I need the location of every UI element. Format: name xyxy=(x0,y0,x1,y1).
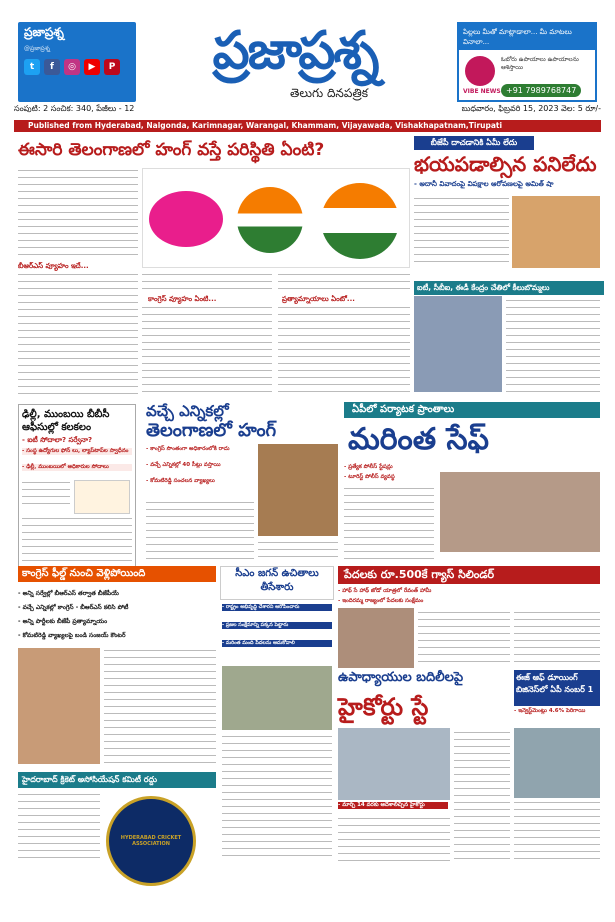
congress-b3: - అన్ని పార్టీలకు బీజేపీ ప్రత్యామ్నాయం xyxy=(18,618,108,625)
ktr-photo xyxy=(414,296,502,392)
youtube-icon[interactable]: ▶ xyxy=(84,59,100,75)
amit-shah-photo xyxy=(512,196,600,268)
ap-headline[interactable]: మరింత సేఫ్ xyxy=(348,422,489,457)
gas-b2: - ఇందిరమ్మ రాజ్యంలో పేదలకు సంక్షేమం xyxy=(338,598,424,604)
cm-headline[interactable]: సీఎం జగన్ ఉచితాలు తీసేశారు xyxy=(220,566,334,600)
komatireddy-photo xyxy=(258,444,338,536)
ad-phone[interactable]: +91 7989768747 xyxy=(501,84,581,97)
pinterest-icon[interactable]: P xyxy=(104,59,120,75)
lead-subhead: బీఆర్ఎస్ వ్యూహం ఇదే... xyxy=(18,262,89,270)
masthead-title: ప్రజాప్రశ్న xyxy=(212,20,378,81)
lead-text-6 xyxy=(278,305,410,397)
vibe-logo-icon xyxy=(465,56,495,86)
police-photo xyxy=(440,472,600,552)
social-icons xyxy=(18,53,136,81)
lead-subhead-2: కాంగ్రెస్ వ్యూహం ఏంటి... xyxy=(148,295,217,303)
gas-b1: - హాథ్ సే హాథ్ జోడో యాత్రలో రేవంత్ హామీ xyxy=(338,588,432,594)
ease-text xyxy=(514,800,600,862)
issue-left: సంపుటి: 2 సంచిక: 340, పేజీలు - 12 xyxy=(14,104,135,113)
revanth-photo xyxy=(338,608,414,668)
header-ad[interactable] xyxy=(457,22,597,102)
bjp-tag: బీజేపీ దాచడానికి ఏమీ లేదు xyxy=(414,136,534,150)
bjp-headline[interactable]: భయపడాల్సిన పనిలేదు xyxy=(414,152,597,176)
cricket-headline[interactable]: హైదరాబాద్ క్రికెట్ అసోసియేషన్ కమిటీ రద్దు xyxy=(18,772,216,788)
mini-logo-text: ప్రజాప్రశ్న xyxy=(24,25,64,39)
delhi-text-1 xyxy=(22,480,70,510)
lead-subhead-3: ప్రత్యామ్నాయాలు ఏంటో... xyxy=(282,295,355,303)
mini-logo-box xyxy=(18,22,136,102)
lead-text-1 xyxy=(18,168,138,258)
ease-b1: - ఇన్వెస్ట్‌మెంట్లు 4.6% పెరిగాయి xyxy=(514,708,586,714)
issue-bar xyxy=(14,104,601,118)
lead-text-3 xyxy=(142,272,272,292)
hung-headline[interactable]: తెలంగాణలో హంగ్ xyxy=(146,420,277,441)
congress-headline[interactable]: కాంగ్రెస్ ఫీల్డ్ నుంచి వెళ్లిపోయింది xyxy=(18,566,216,582)
ad-brand: VIBE NEWS xyxy=(463,88,501,95)
cm-text xyxy=(222,734,332,862)
court-headline[interactable]: హైకోర్టు స్టే xyxy=(338,693,429,721)
lead-headline[interactable]: ఈసారి తెలంగాణలో హంగ్ వస్తే పరిస్థితి ఏంటి? xyxy=(18,140,325,160)
car-symbol-icon xyxy=(149,191,223,247)
court-text-1 xyxy=(338,816,450,862)
hung-b2: - వచ్చే ఎన్నికల్లో 40 సీట్లు వస్తాయి xyxy=(146,462,221,468)
cm-b2: - ప్రజల సంక్షేమాన్ని పక్కన పెట్టారు xyxy=(222,622,332,629)
lead-text-5 xyxy=(278,272,410,292)
hung-tag: వచ్చే ఎన్నికల్లో xyxy=(146,402,229,420)
hung-text-2 xyxy=(258,540,338,562)
issue-right: బుధవారం, ఫిబ్రవరి 15, 2023 వెల: 5 రూ/- xyxy=(461,104,601,113)
party-symbols xyxy=(142,168,410,268)
cm-b1: - రాష్ట్రం అభివృద్ధి చేశారని ఆరోపించారు xyxy=(222,604,332,611)
hand-symbol-icon xyxy=(321,183,399,259)
congress-b1: - అన్ని సర్వేల్లో బీఆర్ఎస్ తర్వాత బీజేపీయే xyxy=(18,590,119,597)
ed-headline[interactable]: ఐటీ, సీబీఐ, ఈడీ కేంద్రం చేతిలో కీలుబొమ్మలు xyxy=(414,281,604,295)
ap-text xyxy=(344,486,434,562)
gas-headline[interactable]: పేదలకు రూ.500కే గ్యాస్ సిలిండర్ xyxy=(338,566,600,584)
lotus-symbol-icon xyxy=(237,187,303,253)
congress-b4: - కోమటిరెడ్డి వ్యాఖ్యలపై బండి సంజయ్ కౌంటర్ xyxy=(18,632,126,639)
delhi-sub: - ఐటీ సోదాలా? సర్వేనా? xyxy=(22,436,93,444)
masthead-tagline: తెలుగు దినపత్రిక xyxy=(290,86,369,100)
it-emblem-icon xyxy=(74,480,130,514)
bjp-text xyxy=(414,196,509,268)
delhi-text-2 xyxy=(22,516,132,570)
hung-b1: - కాంగ్రెస్ సొంతంగా అధికారంలోకి రాదు xyxy=(146,446,230,452)
congress-text xyxy=(104,648,216,764)
ed-text xyxy=(506,298,600,394)
ease-photo xyxy=(514,728,600,798)
delhi-headline[interactable]: ఢిల్లీ, ముంబయి బీబీసీ ఆఫీసుల్లో కలకలం xyxy=(22,409,110,433)
lead-text-4 xyxy=(142,305,272,397)
hca-emblem-icon xyxy=(106,796,196,886)
ease-headline[interactable]: ఈజ్ ఆఫ్ డూయింగ్ బిజినెస్‌లో ఏపీ నంబర్ 1 xyxy=(514,670,600,706)
hca-emblem-text: HYDERABAD CRICKET ASSOCIATION xyxy=(120,835,182,847)
cm-photo xyxy=(222,666,332,730)
court-text-2 xyxy=(454,730,510,862)
ap-b1: - ప్రత్యేక పోలీస్ స్టేషన్లు xyxy=(344,464,393,470)
published-bar: Published from Hyderabad, Nalgonda, Karimnagar, Warangal, Khammam, Vijayawada, Vishakhapatnam,Tirupati xyxy=(14,120,601,132)
gas-text-2 xyxy=(514,610,600,668)
delhi-b1: - సంస్థ ఉద్యోగుల ఫోన్ లు, ల్యాప్‌టాప్‌ల స్వాధీనం xyxy=(22,448,132,455)
instagram-icon[interactable]: ◎ xyxy=(64,59,80,75)
lead-text-2 xyxy=(18,272,138,397)
ap-b2: - టూరిస్ట్ పోలీస్ వ్యవస్థ xyxy=(344,474,395,480)
bandi-sanjay-photo xyxy=(18,648,100,764)
congress-b2: - వచ్చే ఎన్నికల్లో కాంగ్రెస్ - బీఆర్ఎస్ కలిసి పోటీ xyxy=(18,604,129,611)
ad-lines: ఓబోరు ఉపాయాలు ఉపాయాలను ఆశిస్తాయి xyxy=(501,56,579,71)
court-tag: ఉపాధ్యాయుల బదిలీలపై xyxy=(338,670,464,685)
hung-text-1 xyxy=(146,500,254,562)
facebook-icon[interactable]: f xyxy=(44,59,60,75)
bjp-sub: - అదానీ వివాదంపై విపక్షాల ఆరోపణలపై అమిత్ షా xyxy=(414,180,554,188)
cm-b3: - మరింత మంది పేదలను ఆదుకోవాలి xyxy=(222,640,332,647)
ap-tag: ఏపీలో పర్యాటక ప్రాంతాలు xyxy=(344,402,600,418)
high-court-photo xyxy=(338,728,450,800)
ad-top-text: పిల్లలు మీతో మాట్లాడాలా... మీ మాటలు వినాలా... xyxy=(459,24,595,50)
delhi-b2: - ఢిల్లీ, ముంబయిలో అధికారుల సోదాలు xyxy=(22,464,132,471)
mini-logo-sub: @ప్రజాప్రశ్న xyxy=(24,45,50,52)
court-b1: - మార్చి 14 వరకు ఆదేశాలిచ్చిన హైకోర్టు xyxy=(338,802,448,809)
hung-b3: - కోమటిరెడ్డి సంచలన వ్యాఖ్యలు xyxy=(146,478,215,484)
gas-text-1 xyxy=(418,610,510,668)
twitter-icon[interactable]: t xyxy=(24,59,40,75)
cricket-text xyxy=(18,792,100,862)
